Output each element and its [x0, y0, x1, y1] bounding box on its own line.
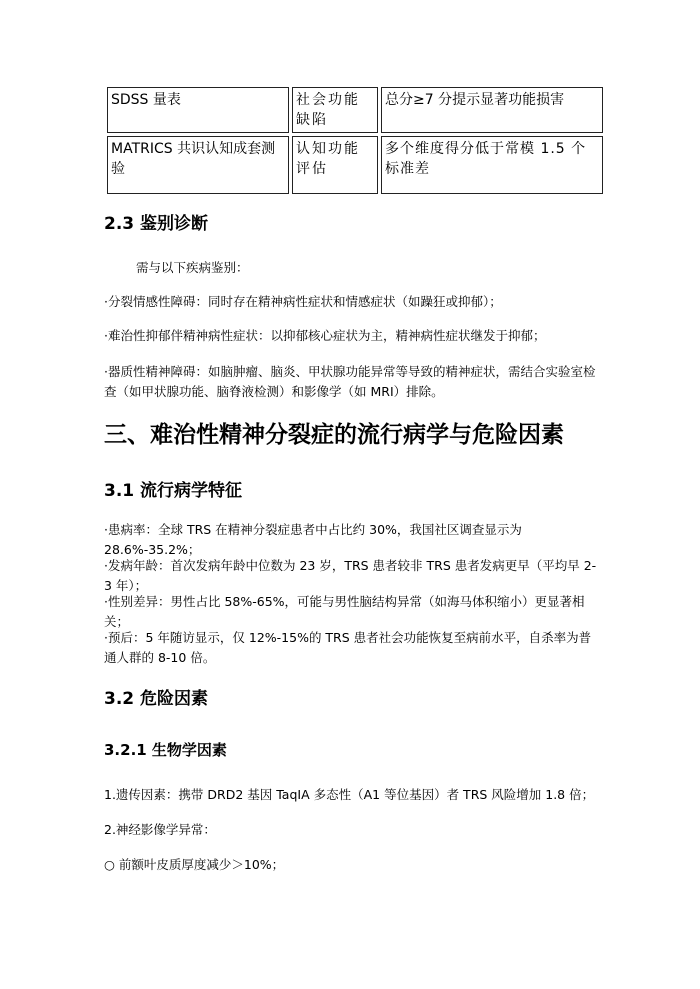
table-cell-criterion: 总分≥7 分提示显著功能损害: [381, 87, 603, 133]
table-cell-scale: SDSS 量表: [107, 87, 289, 133]
list-item: ·难治性抑郁伴精神病性症状：以抑郁核心症状为主，精神病性症状继发于抑郁；: [104, 328, 546, 343]
heading-3-2: 3.2 危险因素: [104, 689, 209, 709]
list-item: 2.神经影像学异常：: [104, 822, 216, 837]
table-cell-domain: 认知功能评估: [292, 136, 378, 194]
heading-section-3: 三、难治性精神分裂症的流行病学与危险因素: [104, 422, 564, 448]
table-cell-scale: MATRICS 共识认知成套测验: [107, 136, 289, 194]
list-item: ·预后：5 年随访显示，仅 12%-15%的 TRS 患者社会功能恢复至病前水平，自杀率为普通人群的 8-10 倍。: [104, 630, 592, 665]
heading-3-2-1: 3.2.1 生物学因素: [104, 741, 227, 759]
list-item: ·发病年龄：首次发病年龄中位数为 23 岁，TRS 患者较非 TRS 患者发病更早（平均早 2-3 年）；: [104, 558, 597, 593]
table-row: [107, 87, 603, 133]
list-item: ·性别差异：男性占比 58%-65%，可能与男性脑结构异常（如海马体积缩小）更显著相关；: [104, 594, 585, 629]
assessment-table: [104, 84, 606, 197]
list-item: 1.遗传因素：携带 DRD2 基因 TaqIA 多态性（A1 等位基因）者 TRS 风险增加 1.8 倍；: [104, 787, 595, 802]
table-row: [107, 136, 603, 194]
heading-3-1: 3.1 流行病学特征: [104, 481, 243, 501]
heading-2-3: 2.3 鉴别诊断: [104, 214, 209, 234]
table-cell-domain: 社会功能缺陷: [292, 87, 378, 133]
list-item: ·患病率：全球 TRS 在精神分裂症患者中占比约 30%，我国社区调查显示为 28.6%-35.2%；: [104, 522, 522, 557]
paragraph-intro: 需与以下疾病鉴别：: [136, 260, 249, 275]
list-item: ○ 前额叶皮质厚度减少＞10%；: [104, 857, 285, 872]
table-cell-criterion: 多个维度得分低于常模 1.5 个标准差: [381, 136, 603, 194]
list-item: ·分裂情感性障碍：同时存在精神病性症状和情感症状（如躁狂或抑郁）；: [104, 294, 502, 309]
list-item: ·器质性精神障碍：如脑肿瘤、脑炎、甲状腺功能异常等导致的精神症状，需结合实验室检查（如甲状腺功能、脑脊液检测）和影像学（如 MRI）排除。: [104, 364, 596, 399]
